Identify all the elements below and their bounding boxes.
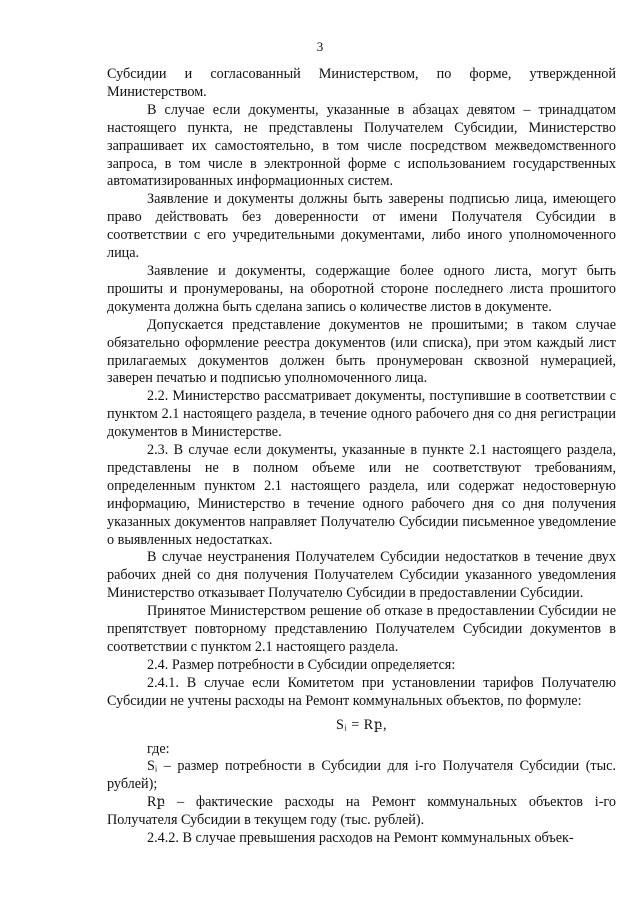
paragraph-2-4: 2.4. Размер потребности в Субсидии определяется: <box>147 656 456 673</box>
paragraph-2-2: 2.2. Министерство рассматривает документы, поступившие в соответствии с пунктом 2.1 настоящего раздела, в течение одного рабочего дня со дня регистрации документов в Министерстве. <box>107 388 616 441</box>
paragraph-signature-requirement: Заявление и документы должны быть заверены подписью лица, имеющего право действовать без доверенности от имени Получателя Субсидии в соответствии с его учредительными документами, либо иного уполномоченного лица. <box>107 191 616 262</box>
document-body <box>107 66 616 848</box>
paragraph-rf-definition: Rբ – фактические расходы на Ремонт коммунальных объектов i-го Получателя Субсидии в текущем году (тыс. рублей). <box>107 794 616 829</box>
paragraph-si-definition: Sᵢ – размер потребности в Субсидии для i-го Получателя Субсидии (тыс. рублей); <box>107 758 616 793</box>
paragraph-continuation: Субсидии и согласованный Министерством, по форме, утвержденной Министерством. <box>107 66 616 100</box>
paragraph-interagency-request: В случае если документы, указанные в абзацах девятом – тринадцатом настоящего пункта, не представлены Получателем Субсидии, Министерство запрашивает их самостоятельно, в том числе посредством межведомственного запроса, в том числе в электронной форме с использованием государственных автоматизированных информационных систем. <box>107 101 616 190</box>
paragraph-where: где: <box>147 740 170 757</box>
paragraph-refusal: В случае неустранения Получателем Субсидии недостатков в течение двух рабочих дней со дня получения Получателем Субсидии указанного уведомления Министерство отказывает Получателю Субсидии в предоставлении Субсидии. <box>107 549 616 602</box>
paragraph-2-4-1: 2.4.1. В случае если Комитетом при установлении тарифов Получателю Субсидии не учтены расходы на Ремонт коммунальных объектов, по формуле: <box>107 674 616 709</box>
paragraph-unbound-documents: Допускается представление документов не прошитыми; в таком случае обязательно оформление реестра документов (или списка), при этом каждый лист прилагаемых документов должен быть пронумерован сквозной нумерацией, заверен печатью и подписью уполномоченного лица. <box>107 316 616 387</box>
paragraph-2-3: 2.3. В случае если документы, указанные в пункте 2.1 настоящего раздела, представлены не в полном объеме или не соответствуют требованиям, определенным пунктом 2.1 настоящего раздела, или содержат недостоверную информацию, Министерство в течение одного рабочего дня со дня получения указанных документов направляет Получателю Субсидии письменное уведомление о выявленных недостатках. <box>107 442 616 548</box>
page-number: 3 <box>316 39 324 54</box>
paragraph-resubmission: Принятое Министерством решение об отказе в предоставлении Субсидии не препятствует повторному представлению Получателем Субсидии документов в соответствии с пунктом 2.1 настоящего раздела. <box>107 603 616 655</box>
formula-text: Sᵢ = Rբ, <box>335 716 388 733</box>
formula <box>107 717 616 735</box>
paragraph-2-4-2: 2.4.2. В случае превышения расходов на Ремонт коммунальных объек- <box>147 830 574 847</box>
paragraph-binding-numbering: Заявление и документы, содержащие более одного листа, могут быть прошиты и пронумерованы, на оборотной стороне последнего листа прошитого документа должна быть сделана запись о количестве листов в документе. <box>107 262 616 315</box>
